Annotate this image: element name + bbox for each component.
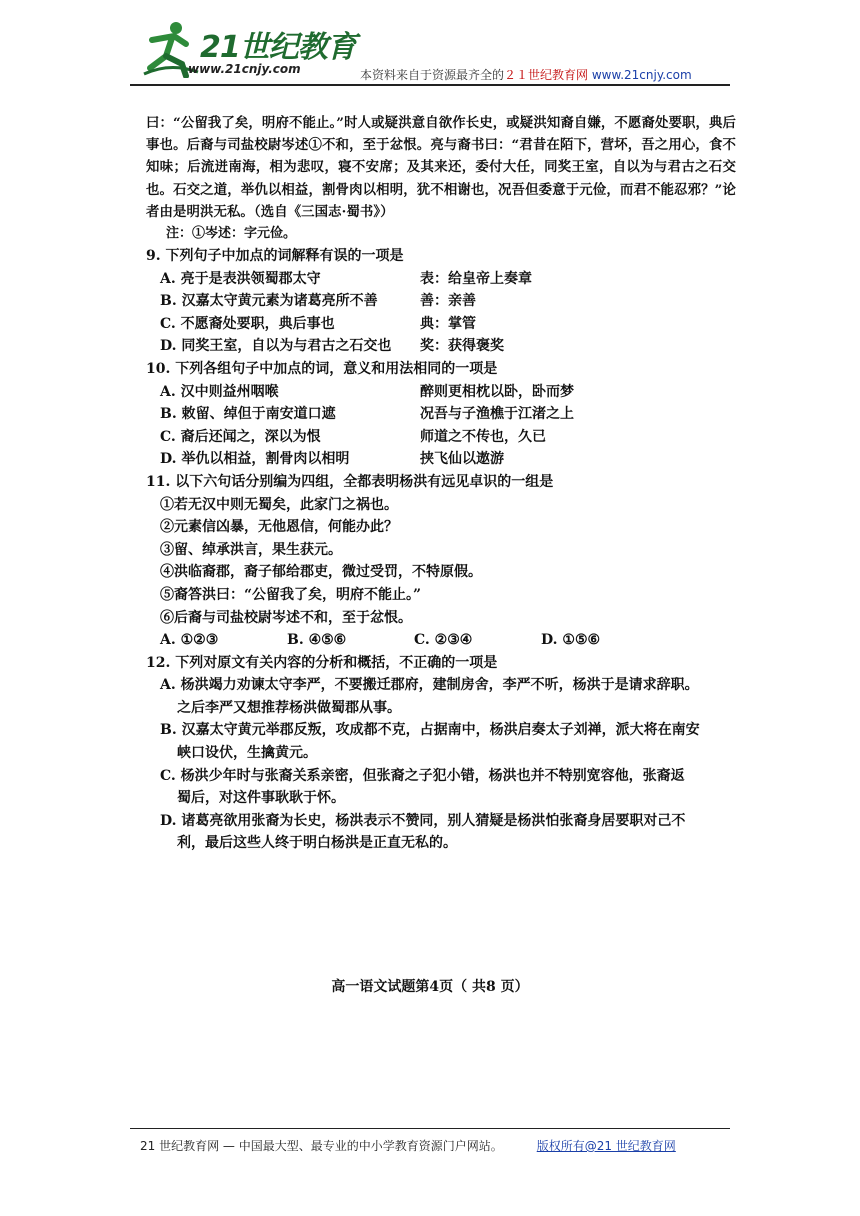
header-url-link[interactable]: www.21cnjy.com	[591, 68, 692, 82]
option-explanation: 表：给皇帝上奏章	[420, 270, 532, 287]
option-c	[146, 426, 736, 449]
option-line: D. 诸葛亮欲用张裔为长史，杨洪表示不赞同，别人猜疑是杨洪怕张裔身居要职对己不	[160, 812, 686, 829]
logo-url: www.21cnjy.com	[188, 62, 301, 76]
option-a	[146, 381, 736, 404]
option-b	[146, 290, 736, 313]
exam-page	[146, 112, 736, 855]
option-c	[146, 765, 736, 810]
option-sentence: C. 不愿裔处要职，典后事也	[160, 315, 335, 332]
list-item: ②元素信凶暴，无他恩信，何能办此？	[160, 519, 398, 536]
footer-text: 21 世纪教育网 — 中国最大型、最专业的中小学教育资源门户网站。	[140, 1139, 503, 1153]
option-sentence: D. 同奖王室，自以为与君古之石交也	[160, 338, 392, 355]
question-11	[146, 471, 736, 652]
option-sentence: B. 汉嘉太守黄元素为诸葛亮所不善	[160, 293, 378, 310]
answer-a: A. ①②③	[160, 632, 219, 649]
option-compare: 醉则更相枕以卧，卧而梦	[420, 383, 574, 400]
option-d	[146, 335, 736, 358]
option-d	[146, 810, 736, 855]
reading-passage: 曰：“公留我了矣，明府不能止。”时人或疑洪意自欲作长史，或疑洪知裔自嫌，不愿裔处要职，典后事也。后裔与司盐校尉岑述①不和，至于忿恨。亮与裔书曰：“君昔在陌下，营坏，吾之用心，食不知味；后流迸南海，相为悲叹，寝不安席；及其来还，委付大任，同奖王室，自以为与君古之石交也。石交之道，举仇以相益，割骨肉以相明，犹不相谢也，况吾但委意于元俭，而君不能忍邪？”论者由是明洪无私。（选自《三国志·蜀书》）	[146, 115, 736, 220]
option-sentence: A. 汉中则益州咽喉	[160, 383, 279, 400]
option-compare: 况吾与子渔樵于江渚之上	[420, 406, 574, 423]
option-line: A. 杨洪竭力劝谏太守李严，不要搬迁郡府，建制房舍，李严不听，杨洪于是请求辞职。	[160, 677, 699, 694]
question-stem: 10. 下列各组句子中加点的词，意义和用法相同的一项是	[146, 360, 498, 377]
passage-footnote: 注：①岑述：字元俭。	[166, 226, 297, 242]
option-explanation: 善：亲善	[420, 293, 476, 310]
header-note-prefix: 本资料来自于资源最齐全的	[360, 68, 505, 82]
option-line: C. 杨洪少年时与张裔关系亲密，但张裔之子犯小错，杨洪也并不特别宽容他，张裔返	[160, 767, 685, 784]
option-line-cont: 峡口设伏，生擒黄元。	[177, 745, 317, 762]
page-footer	[140, 1137, 676, 1154]
option-line-cont: 利，最后这些人终于明白杨洪是正直无私的。	[177, 835, 457, 852]
copyright-link[interactable]: 版权所有@21 世纪教育网	[536, 1139, 676, 1153]
page-number: 高一语文试题第4页（ 共8 页）	[331, 979, 529, 995]
logo-text: 21世纪教育	[200, 30, 356, 65]
answer-b: B. ④⑤⑥	[287, 632, 347, 649]
option-b	[146, 719, 736, 764]
option-sentence: B. 敕留、绰但于南安道口遮	[160, 406, 336, 423]
list-item: ④洪临裔郡，裔子郁给郡吏，微过受罚，不特原假。	[160, 564, 482, 581]
option-line-cont: 蜀后，对这件事耿耿于怀。	[177, 790, 345, 807]
question-10	[146, 358, 736, 471]
option-a	[146, 268, 736, 291]
answer-d: D. ①⑤⑥	[541, 632, 601, 649]
option-compare: 师道之不传也，久已	[420, 428, 546, 445]
answer-c: C. ②③④	[414, 632, 473, 649]
option-d	[146, 448, 736, 471]
list-item: ⑤裔答洪曰：“公留我了矣，明府不能止。”	[160, 586, 422, 603]
footer-divider	[130, 1128, 730, 1129]
question-9	[146, 245, 736, 358]
option-compare: 挟飞仙以遨游	[420, 451, 504, 468]
option-a	[146, 674, 736, 719]
page-header	[0, 0, 860, 90]
question-stem: 12. 下列对原文有关内容的分析和概括，不正确的一项是	[146, 654, 498, 671]
question-stem: 11. 以下六句话分别编为四组，全都表明杨洪有远见卓识的一组是	[146, 473, 554, 490]
header-divider	[130, 84, 730, 86]
option-c	[146, 313, 736, 336]
header-note	[360, 66, 692, 83]
site-logo[interactable]	[140, 18, 356, 82]
list-item: ⑥后裔与司盐校尉岑述不和，至于忿恨。	[160, 609, 412, 626]
option-explanation: 典：掌管	[420, 315, 476, 332]
option-sentence: D. 举仇以相益，割骨肉以相明	[160, 451, 350, 468]
list-item: ③留、绰承洪言，果生获元。	[160, 541, 342, 558]
option-sentence: C. 裔后还闻之，深以为恨	[160, 428, 321, 445]
list-item: ①若无汉中则无蜀矣，此家门之祸也。	[160, 496, 398, 513]
option-explanation: 奖：获得褒奖	[420, 338, 504, 355]
option-sentence: A. 亮于是表洪领蜀郡太守	[160, 270, 321, 287]
option-line-cont: 之后李严又想推荐杨洪做蜀郡从事。	[177, 699, 401, 716]
header-site-link[interactable]: ２１世纪教育网	[504, 68, 589, 82]
answer-choices	[146, 629, 736, 652]
option-b	[146, 403, 736, 426]
question-stem: 9. 下列句子中加点的词解释有误的一项是	[146, 248, 404, 265]
option-line: B. 汉嘉太守黄元举郡反叛，攻成都不克，占据南中，杨洪启奏太子刘禅，派大将在南安	[160, 722, 700, 739]
question-12	[146, 652, 736, 855]
